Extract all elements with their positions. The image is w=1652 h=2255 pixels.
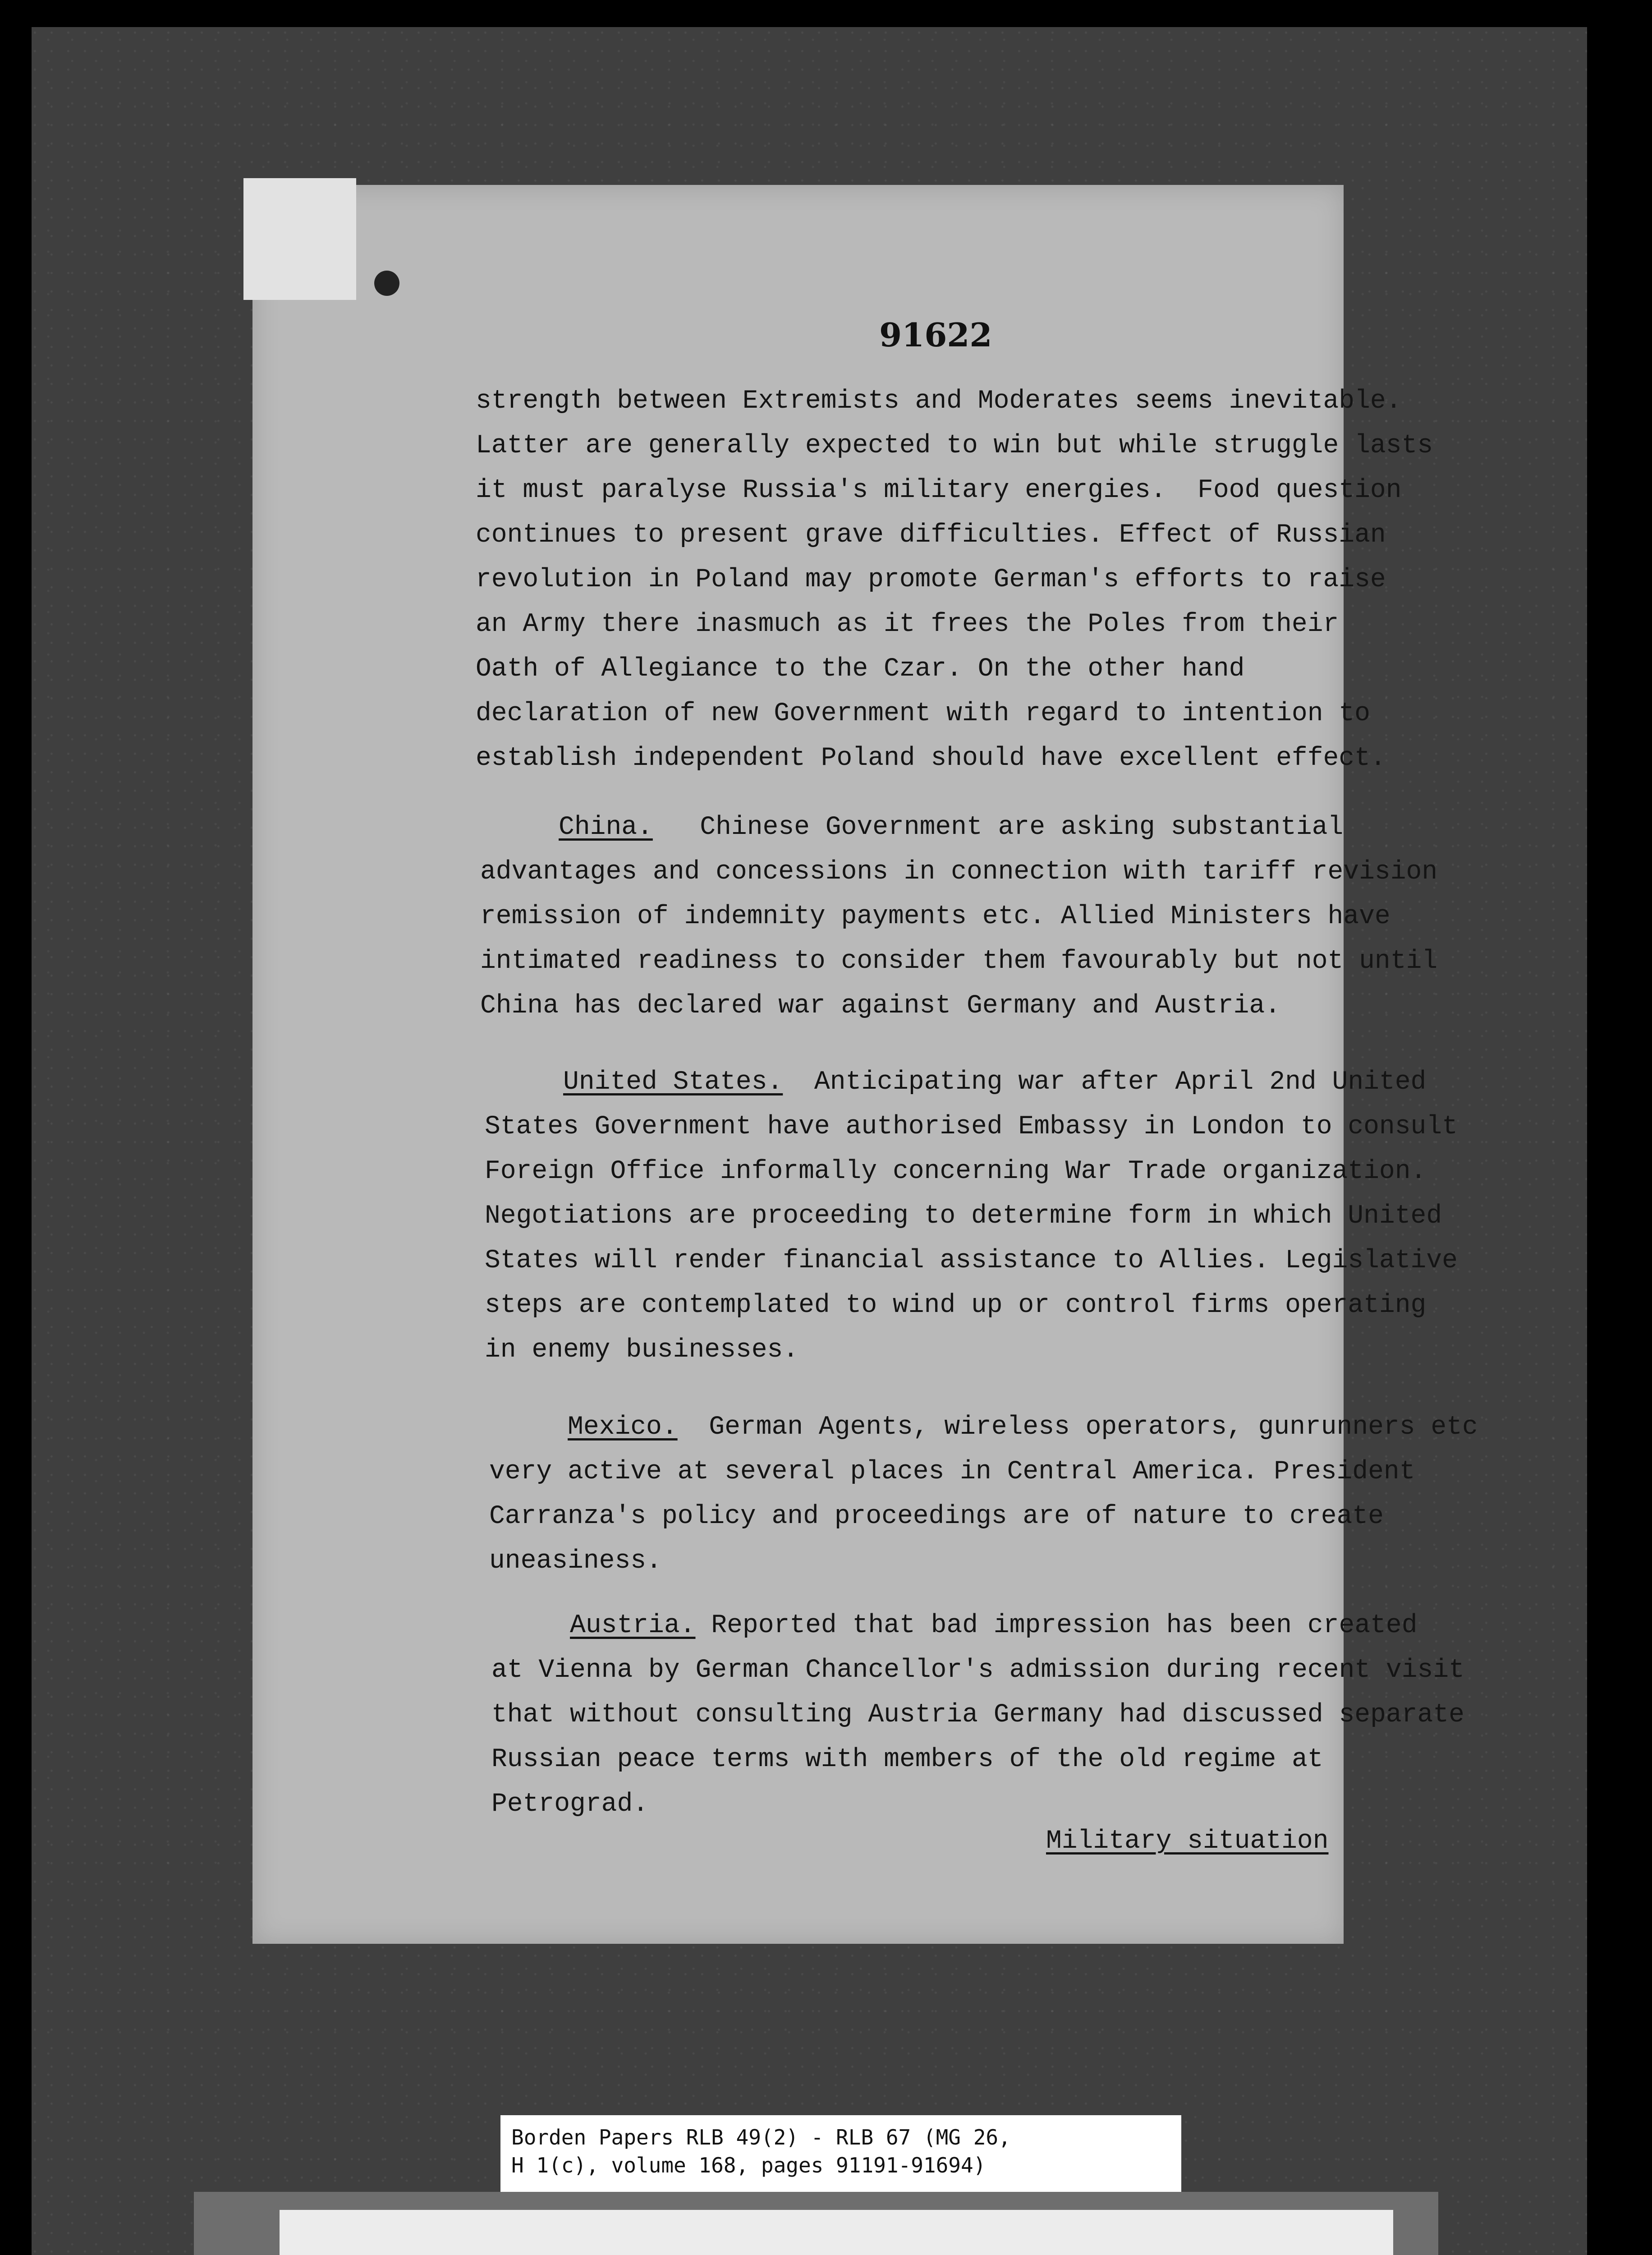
page-number: 91622 (879, 316, 992, 354)
section-heading-austria: Austria. (570, 1611, 696, 1640)
text-line: advantages and concessions in connection with tariff revision (480, 857, 1438, 887)
text-line: an Army there inasmuch as it frees the Poles from their (476, 610, 1339, 639)
text-line: German Agents, wireless operators, gunrunners etc (677, 1413, 1478, 1442)
text-line: declaration of new Government with regard to intention to (476, 699, 1370, 728)
text-line: continues to present grave difficulties. Effect of Russian (476, 520, 1386, 550)
section-heading-china: China. (559, 813, 653, 842)
text-line: at Vienna by German Chancellor's admission during recent visit (491, 1656, 1464, 1685)
text-line: revolution in Poland may promote German's efforts to raise (476, 565, 1386, 594)
text-line: Reported that bad impression has been created (695, 1611, 1418, 1640)
paper-tab (243, 178, 356, 300)
paragraph-united-states (485, 1060, 1458, 1372)
citation-line: H 1(c), volume 168, pages 91191-91694) (511, 2153, 986, 2177)
text-line: States will render financial assistance to Allies. Legislative (485, 1246, 1458, 1275)
text-line: Foreign Office informally concerning War Trade organization. (485, 1157, 1427, 1186)
text-line: steps are contemplated to wind up or control firms operating (485, 1291, 1427, 1320)
continuation-note: Military situation (1046, 1827, 1329, 1856)
punch-hole (374, 271, 399, 296)
text-line: it must paralyse Russia's military energies. Food question (476, 476, 1402, 505)
paragraph-russia (476, 379, 1433, 781)
paragraph-china (480, 805, 1437, 1028)
section-heading-mexico: Mexico. (568, 1413, 678, 1442)
citation-line: Borden Papers RLB 49(2) - RLB 67 (MG 26, (511, 2125, 1011, 2149)
text-line: Negotiations are proceeding to determine form in which United (485, 1201, 1442, 1231)
text-line: Petrograd. (491, 1790, 649, 1819)
text-line: Russian peace terms with members of the old regime at (491, 1745, 1323, 1774)
text-line: Latter are generally expected to win but while struggle lasts (476, 431, 1433, 460)
archives-stamp (280, 2210, 1393, 2255)
paragraph-mexico (489, 1405, 1478, 1583)
text-line: very active at several places in Central America. President (489, 1457, 1415, 1486)
text-line: establish independent Poland should have excellent effect. (476, 744, 1386, 773)
text-line: in enemy businesses. (485, 1335, 799, 1365)
text-line: Oath of Allegiance to the Czar. On the other hand (476, 654, 1245, 684)
text-line: States Government have authorised Embassy in London to consult (485, 1112, 1458, 1141)
text-line: China has declared war against Germany and Austria. (480, 991, 1281, 1021)
text-line: remission of indemnity payments etc. Allied Ministers have (480, 902, 1390, 931)
text-line: intimated readiness to consider them favourably but not until (480, 947, 1438, 976)
text-line: strength between Extremists and Moderates seems inevitable. (476, 387, 1402, 416)
text-line: that without consulting Austria Germany had discussed separate (491, 1700, 1464, 1730)
text-line: Carranza's policy and proceedings are of nature to create (489, 1502, 1384, 1531)
text-line: Chinese Government are asking substantial (652, 813, 1344, 842)
text-line: uneasiness. (489, 1546, 662, 1576)
section-heading-united-states: United States. (563, 1068, 783, 1097)
text-line: Anticipating war after April 2nd United (783, 1068, 1427, 1097)
paragraph-austria (491, 1603, 1464, 1827)
